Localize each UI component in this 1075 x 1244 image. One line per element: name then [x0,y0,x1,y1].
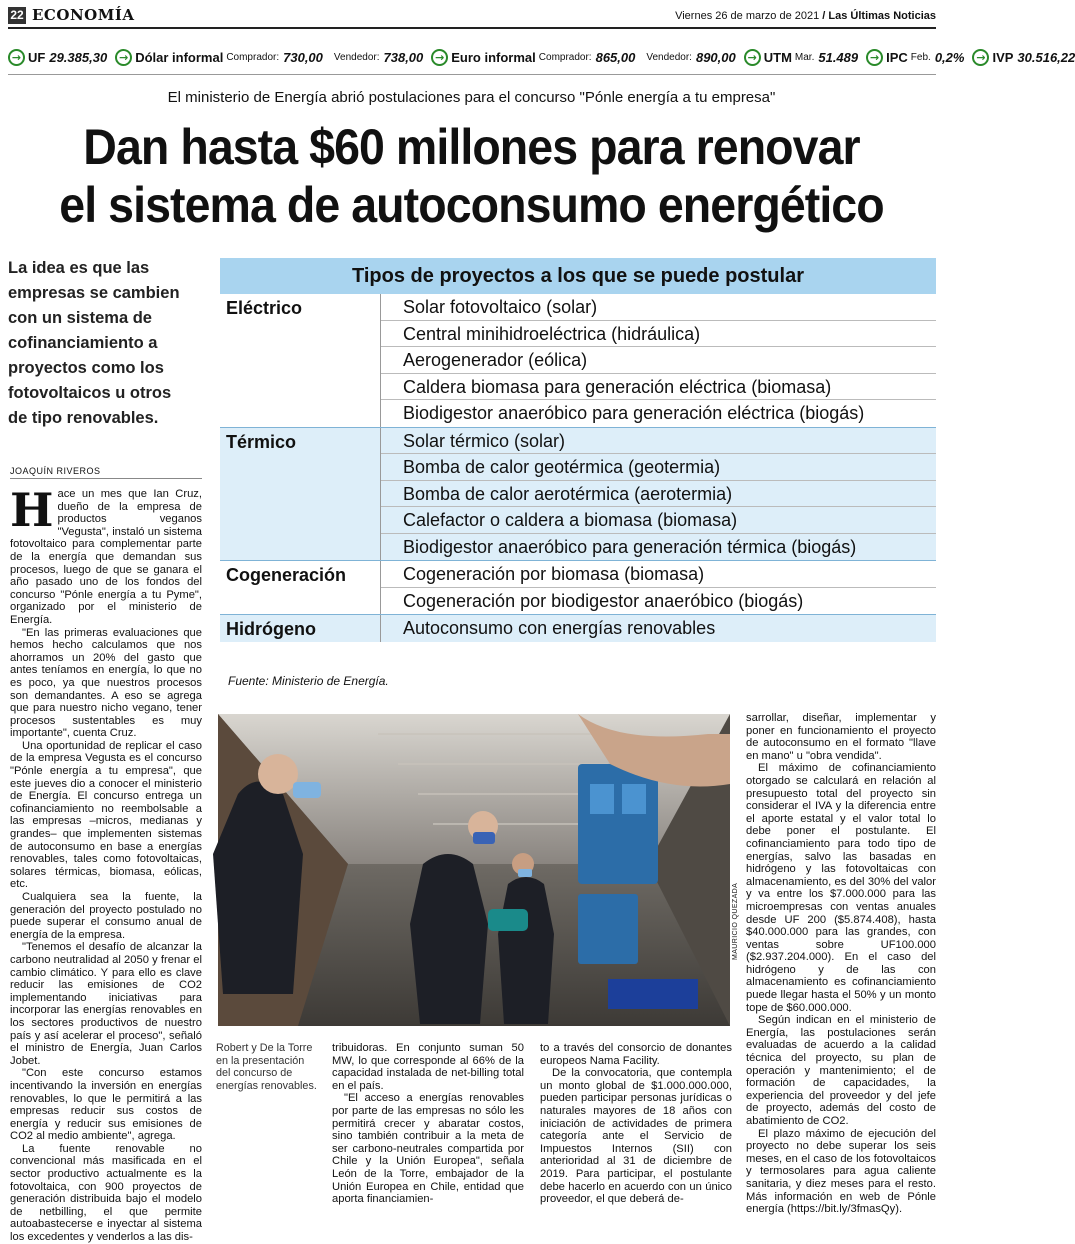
column-1-text [10,483,202,1244]
indicator-sub: Vendedor: [646,51,692,63]
arrow-right-icon: → [744,49,761,66]
indicator-sub: Comprador: [538,51,592,63]
table-group-items [380,294,936,427]
table-group-items [380,428,936,561]
table-row: Cogeneración por biomasa (biomasa) [381,561,936,588]
indicator-name: IPC [886,49,908,65]
indicator [331,50,423,65]
table-row: Solar térmico (solar) [381,428,936,455]
indicator-rule [8,74,936,75]
table-row: Solar fotovoltaico (solar) [381,294,936,321]
publication-name: Las Últimas Noticias [828,10,936,22]
arrow-right-icon: → [8,49,25,66]
indicator-value: 738,00 [383,49,424,65]
table-row: Autoconsumo con energías renovables [403,618,716,638]
table-group-name: Eléctrico [226,298,303,318]
table-row: Central minihidroeléctrica (hidráulica) [381,321,936,348]
indicator [115,49,323,66]
paragraph: "En las primeras evaluaciones que hemos hecho calculamos que nos ahorramos un 20% del gasto que antes teníamos en energía, lo que no es poco, ya que nuestros procesos son demandantes. A eso se agrega que para nuestro nicho vegano, tener procesos sustentables es muy importante", cuenta Cruz. [10,626,202,740]
table-group-name: Térmico [226,431,297,452]
paragraph: Cualquiera sea la fuente, la generación del proyecto postulado no puede superar el consumo anual de energía de la empresa. [10,891,202,941]
indicator-value: 865,00 [595,49,636,65]
photo-caption: Robert y De la Torre en la presentación del concurso de energías renovables. [216,1042,317,1092]
kicker: El ministerio de Energía abrió postulaciones para el concurso "Pónle energía a tu empresa" [167,89,776,106]
paragraph: tribuidoras. En conjunto suman 50 MW, lo que corresponde al 66% de la capacidad instalada de net-billing total en el país. [332,1042,524,1092]
indicator [866,49,964,66]
indicator-value: 29.385,30 [49,49,108,65]
drop-cap: H [10,483,54,537]
lead-text: La idea es que las empresas se cambien con un sistema de cofinanciamiento a proyectos como los fotovoltaicos u otros de tipo renovables. [8,259,180,427]
photo-illustration [218,714,730,1026]
headline-line-1: Dan hasta $60 millones para renovar [83,119,860,175]
arrow-right-icon: → [866,49,883,66]
article-column-4 [540,1042,732,1206]
indicator [8,49,107,66]
indicator-name: Dólar informal [135,49,224,65]
arrow-right-icon: → [431,49,448,66]
paragraph: El plazo máximo de ejecución del proyecto no debe superar los seis meses, en el caso de los fotovoltaicos y termosolares para agua caliente sanitaria, y diez meses para el resto. Más información en web de Pónle energía (https://bit.ly/3fmasQy). [746,1127,936,1216]
date: Viernes 26 de marzo de 2021 [675,10,820,22]
article-column-3 [332,1042,524,1206]
paragraph: Según indican en el ministerio de Energía, las postulaciones serán evaluadas de acuerdo a la calidad técnica del proyecto, su plan de operación y mantenimiento; el de formación de capacidades, la experiencia del proveedor y del jefe de proyecto, además del costo de abatimiento de CO2. [746,1014,936,1127]
photo-credit: MAURICIO QUEZADA [732,882,739,960]
top-rule [8,27,936,29]
date-separator: / [822,10,826,22]
table-row: Calefactor o caldera a biomasa (biomasa) [381,507,936,534]
table-row: Aerogenerador (eólica) [381,347,936,374]
table-group-items [380,615,936,642]
table-group-name: Hidrógeno [226,619,316,639]
paragraph: De la convocatoria, que contempla un monto global de $1.000.000.000, pueden participar personas jurídicas o naturales mayores de 18 años con iniciación de actividades de primera categoría ante el Servicio de Impuestos Internos (SII) con anterioridad al 31 de diciembre de 2019. Para participar, el postulante debe hacerlo en acuerdo con un único proveedor, el que deberá de- [540,1067,732,1206]
top-bar [8,6,936,26]
page-number: 22 [8,7,26,24]
indicator-value: 30.516,22 [1017,49,1075,65]
indicator-sub: Feb. [910,51,931,63]
indicator [972,49,1075,66]
indicator [744,49,858,66]
indicator [643,50,735,65]
indicator-sub: Vendedor: [333,51,380,63]
indicator-sub: Mar. [794,51,815,63]
indicator-value: 51.489 [818,49,859,65]
arrow-right-icon: → [972,49,989,66]
table-group [220,294,936,427]
paragraph: El máximo de cofinanciamiento otorgado se calculará en relación al presupuesto total del proyecto sin considerar el IVA y la diferencia entre el aporte estatal y el valor total lo debe poner el postulante. El cofinanciamiento para todo tipo de energías, salvo las basadas en hidrógeno y las fotovoltaicas con almacenamiento, es del 30% del valor y va entre los $7.000.000 para las microempresas con ventas anuales desde UF 200 ($5.874.408), hasta $40.000.000 para las grandes, con ventas sobre UF100.000 ($2.937.204.000). En el caso del hidrógeno y de las con almacenamiento es cofinanciamiento puede llegar hasta el 50% y un monto tope de $60.000.000. [746,762,936,1014]
paragraph: Una oportunidad de replicar el caso de la empresa Vegusta es el concurso "Pónle energía a tu empresa", que este jueves dio a conocer el ministerio de Energía. El concurso entrega un cofinanciamiento no reembolsable a las empresas –micros, medianas y grandes– que implementen sistemas de autoconsumo en base a energías renovables, tales como fotovoltaicas, solares térmicas, biomasa, eólicas, etc. [10,739,202,891]
section-title: ECONOMÍA [32,6,135,24]
indicator-name: Euro informal [451,49,536,65]
headline-line-2: el sistema de autoconsumo energético [59,177,884,233]
dateline [675,10,936,22]
table-source: Fuente: Ministerio de Energía. [228,674,389,688]
indicator-name: UTM [763,49,792,65]
headline [33,118,910,234]
table-row: Biodigestor anaeróbico para generación eléctrica (biogás) [403,403,865,423]
table-body [220,294,936,642]
table-group [220,561,936,614]
arrow-right-icon: → [115,49,132,66]
table-group-items [380,561,936,614]
paragraph: "Con este concurso estamos incentivando la inversión en energías renovables, lo que le permitirá a las empresas reducir sus costos de energía y reducir sus emisiones de CO2 al medio ambiente", agrega. [10,1067,202,1143]
indicator [431,49,635,66]
paragraph: ace un mes que Ian Cruz, dueño de la empresa de productos veganos "Vegusta", instaló un sistema fotovoltaico para complementar parte de la energía que demandan sus procesos, luego de que se ganara el año pasado uno de los fondos del concurso "Pónle energía a tu Pyme", organizado por el ministerio de Energía. [10,488,202,626]
indicator-value: 0,2% [934,49,965,65]
indicator-value: 730,00 [283,49,323,65]
table-title: Tipos de proyectos a los que se puede postular [220,258,936,294]
paragraph: "Tenemos el desafío de alcanzar la carbono neutralidad al 2050 y frenar el cambio climático. Y para ello es clave reducir las emisiones de CO2 implementando iniciativas para incorporar las energías renovables en los sectores productivos de nuestro país y así acelerar el proceso", señaló el ministro de Energía, Juan Carlos Jobet. [10,941,202,1067]
table-row: Cogeneración por biodigestor anaeróbico (biogás) [403,590,804,611]
indicator-value: 890,00 [695,49,736,65]
table-group [220,615,936,642]
byline: JOAQUÍN RIVEROS [10,466,101,476]
table-row: Bomba de calor geotérmica (geotermia) [381,454,936,481]
indicator-name: UF [28,49,46,65]
economic-indicators [8,44,1075,70]
paragraph: to a través del consorcio de donantes europeos Nama Facility. [540,1042,732,1067]
article-column-5 [746,712,936,1216]
byline-rule [10,478,202,479]
table-row: Bomba de calor aerotérmica (aerotermia) [381,481,936,508]
table-group-name: Cogeneración [226,565,347,585]
project-types-table [220,258,936,642]
article-photo [218,714,730,1026]
indicator-name: IVP [992,49,1014,65]
table-group [220,428,936,561]
table-row: Caldera biomasa para generación eléctrica (biomasa) [381,374,936,401]
table-row: Biodigestor anaeróbico para generación térmica (biogás) [403,536,857,557]
paragraph: "El acceso a energías renovables por parte de las empresas no sólo les permitirá crecer y abaratar costos, sino también contribuir a la meta de ser carbono-neutrales compartida por Chile y la Unión Europea", señala León de la Torre, embajador de la Unión Europea en Chile, entidad que aporta financiamien- [332,1092,524,1206]
paragraph: sarrollar, diseñar, implementar y poner en funcionamiento el proyecto de autoconsumo en el formato "llave en mano" u "obra vendida". [746,712,936,762]
article-column-1 [10,483,202,1244]
paragraph: La fuente renovable no convencional más masificada en el sector productivo actualmente es la fotovoltaica, con 900 proyectos de generación distribuida bajo el modelo de netbilling, el que permite autoabastecerse e inyectar al sistema los excedentes y venderlos a las dis- [10,1142,202,1244]
indicator-sub: Comprador: [226,51,280,63]
